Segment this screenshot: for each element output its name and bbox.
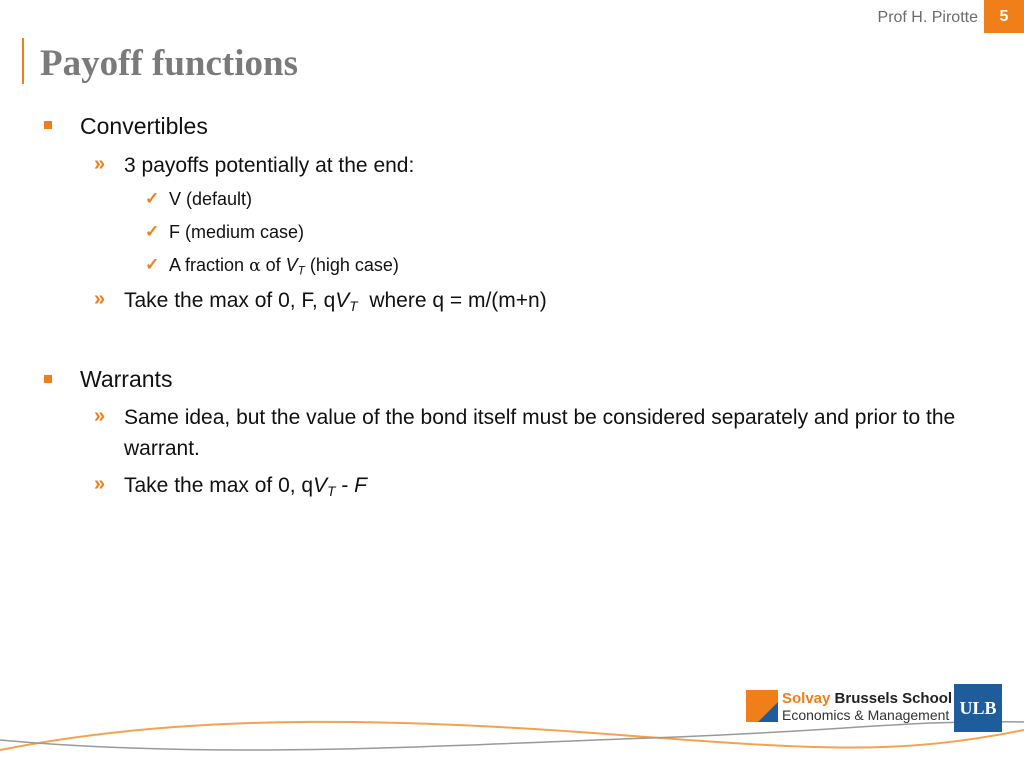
chevron-bullet-icon: »	[94, 405, 106, 427]
sub-list-item: F (medium case)	[169, 222, 305, 242]
slide-title: Payoff functions	[40, 43, 298, 84]
chevron-bullet-icon: »	[94, 288, 106, 310]
take-max-prefix: Take the max of 0, q	[124, 474, 314, 497]
checkmark-icon: ✓	[145, 255, 160, 274]
fraction-prefix: A fraction	[169, 255, 245, 275]
alpha-symbol: α	[249, 256, 261, 276]
take-max-prefix: Take the max of 0, F, q	[124, 289, 336, 312]
minus-sign: -	[341, 474, 349, 497]
section-heading-warrants: Warrants	[80, 366, 173, 392]
fraction-suffix: (high case)	[309, 255, 399, 275]
var-v: V	[313, 474, 328, 497]
section-heading-convertibles: Convertibles	[80, 113, 208, 139]
checkmark-icon: ✓	[145, 222, 160, 241]
list-item: 3 payoffs potentially at the end:	[124, 154, 415, 177]
school-logo-text	[782, 690, 952, 724]
solvay-logo-mark	[746, 688, 778, 724]
fraction-of: of	[265, 255, 281, 275]
list-item	[124, 285, 964, 322]
logo-solvay: Solvay	[782, 690, 831, 707]
take-max-suffix: where q = m/(m+n)	[369, 289, 547, 312]
author-name: Prof H. Pirotte	[877, 9, 978, 26]
ulb-logo: ULB	[954, 684, 1002, 732]
var-v: V	[335, 289, 350, 312]
page-number: 5	[984, 0, 1024, 33]
var-subscript: T	[349, 299, 358, 315]
list-item	[124, 470, 964, 507]
sub-list-item	[169, 255, 399, 278]
logo-subtitle: Economics & Management	[782, 707, 950, 723]
var-v: V	[285, 255, 298, 275]
var-subscript: T	[327, 484, 336, 500]
chevron-bullet-icon: »	[94, 153, 106, 175]
chevron-bullet-icon: »	[94, 473, 106, 495]
var-f: F	[354, 474, 367, 497]
bullet-square-icon	[44, 375, 52, 383]
bullet-square-icon	[44, 121, 52, 129]
var-subscript: T	[297, 264, 305, 278]
sub-list-item: V (default)	[169, 189, 253, 209]
title-accent-bar	[22, 38, 24, 84]
list-item: Same idea, but the value of the bond itself must be considered separately and prior to the warrant.	[124, 406, 956, 460]
checkmark-icon: ✓	[145, 189, 160, 208]
logo-school: Brussels School	[834, 690, 953, 707]
